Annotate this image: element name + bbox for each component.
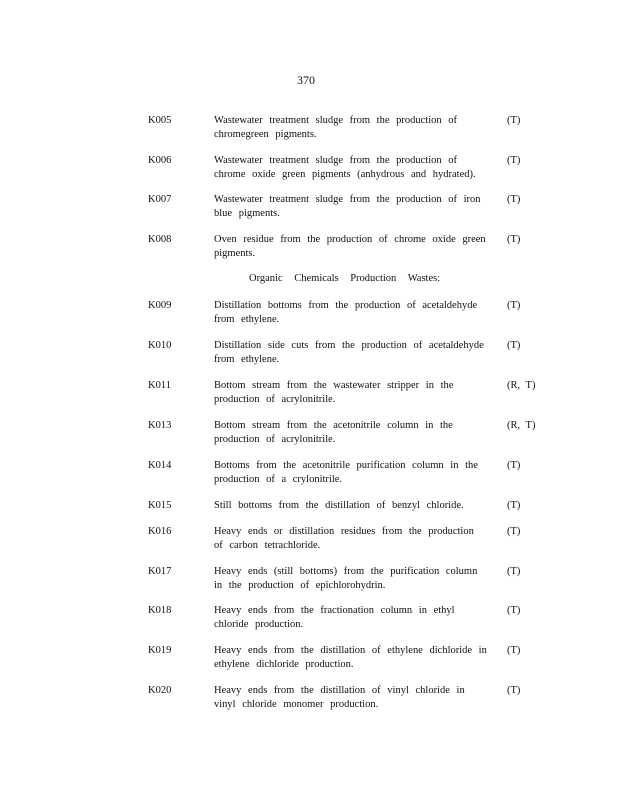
hazard-code: (T) — [507, 500, 521, 511]
waste-code: K008 — [148, 234, 172, 245]
hazard-code: (T) — [507, 645, 521, 656]
description-line: Heavy ends (still bottoms) from the purification column — [214, 566, 478, 577]
hazard-code: (T) — [507, 194, 521, 205]
description-line: Heavy ends from the distillation of vinyl chloride in — [214, 685, 465, 696]
waste-description — [214, 379, 490, 407]
waste-description — [214, 684, 490, 712]
waste-code: K005 — [148, 115, 172, 126]
description-line: Still bottoms from the distillation of benzyl chloride. — [214, 500, 464, 511]
description-line: ethylene dichloride production. — [214, 659, 354, 670]
page-number: 370 — [297, 73, 315, 87]
waste-code: K013 — [148, 420, 172, 431]
description-line: Heavy ends or distillation residues from the production — [214, 526, 474, 537]
section-heading: Organic Chemicals Production Wastes: — [249, 273, 441, 284]
description-line: vinyl chloride monomer production. — [214, 699, 379, 710]
waste-description — [214, 233, 490, 261]
waste-code: K007 — [148, 194, 172, 205]
waste-code: K014 — [148, 460, 172, 471]
waste-description — [214, 299, 490, 327]
description-line: Bottom stream from the acetonitrile column in the — [214, 420, 453, 431]
waste-description — [214, 644, 490, 672]
description-line: Wastewater treatment sludge from the production of — [214, 155, 457, 166]
description-line: Wastewater treatment sludge from the production of iron — [214, 194, 481, 205]
hazard-code: (T) — [507, 566, 521, 577]
waste-code: K009 — [148, 300, 172, 311]
hazard-code: (T) — [507, 115, 521, 126]
waste-code: K006 — [148, 155, 172, 166]
waste-description — [214, 339, 490, 367]
description-line: production of a crylonitrile. — [214, 474, 343, 485]
waste-description — [214, 565, 490, 593]
description-line: Bottom stream from the wastewater stripper in the — [214, 380, 454, 391]
waste-description — [214, 193, 490, 221]
description-line: Heavy ends from the distillation of ethylene dichloride in — [214, 645, 487, 656]
description-line: from ethylene. — [214, 354, 280, 365]
hazard-code: (T) — [507, 526, 521, 537]
hazard-code: (T) — [507, 685, 521, 696]
hazard-code: (T) — [507, 340, 521, 351]
waste-code: K017 — [148, 566, 172, 577]
waste-description — [214, 604, 490, 632]
waste-description — [214, 525, 490, 553]
waste-code: K010 — [148, 340, 172, 351]
description-line: Oven residue from the production of chrome oxide green — [214, 234, 486, 245]
description-line: production of acrylonitrile. — [214, 394, 336, 405]
hazard-code: (R, T) — [507, 380, 536, 391]
waste-code: K015 — [148, 500, 172, 511]
waste-code: K011 — [148, 380, 171, 391]
waste-code: K016 — [148, 526, 172, 537]
description-line: chloride production. — [214, 619, 304, 630]
hazard-code: (T) — [507, 300, 521, 311]
hazard-code: (T) — [507, 234, 521, 245]
waste-description — [214, 499, 490, 513]
description-line: in the production of epichlorohydrin. — [214, 580, 386, 591]
hazard-code: (T) — [507, 460, 521, 471]
description-line: Wastewater treatment sludge from the production of — [214, 115, 457, 126]
waste-code: K020 — [148, 685, 172, 696]
hazard-code: (T) — [507, 605, 521, 616]
description-line: Heavy ends from the fractionation column in ethyl — [214, 605, 455, 616]
hazard-code: (R, T) — [507, 420, 536, 431]
description-line: pigments. — [214, 248, 256, 259]
description-line: from ethylene. — [214, 314, 280, 325]
description-line: Bottoms from the acetonitrile purification column in the — [214, 460, 478, 471]
description-line: chromegreen pigments. — [214, 129, 317, 140]
description-line: of carbon tetrachloride. — [214, 540, 321, 551]
description-line: production of acrylonitrile. — [214, 434, 336, 445]
description-line: blue pigments. — [214, 208, 280, 219]
hazard-code: (T) — [507, 155, 521, 166]
waste-code: K018 — [148, 605, 172, 616]
waste-description — [214, 114, 490, 142]
waste-description — [214, 419, 490, 447]
waste-description — [214, 154, 490, 182]
description-line: chrome oxide green pigments (anhydrous and hydrated). — [214, 169, 476, 180]
waste-description — [214, 459, 490, 487]
description-line: Distillation bottoms from the production of acetaldehyde — [214, 300, 478, 311]
waste-code: K019 — [148, 645, 172, 656]
description-line: Distillation side cuts from the production of acetaldehyde — [214, 340, 484, 351]
